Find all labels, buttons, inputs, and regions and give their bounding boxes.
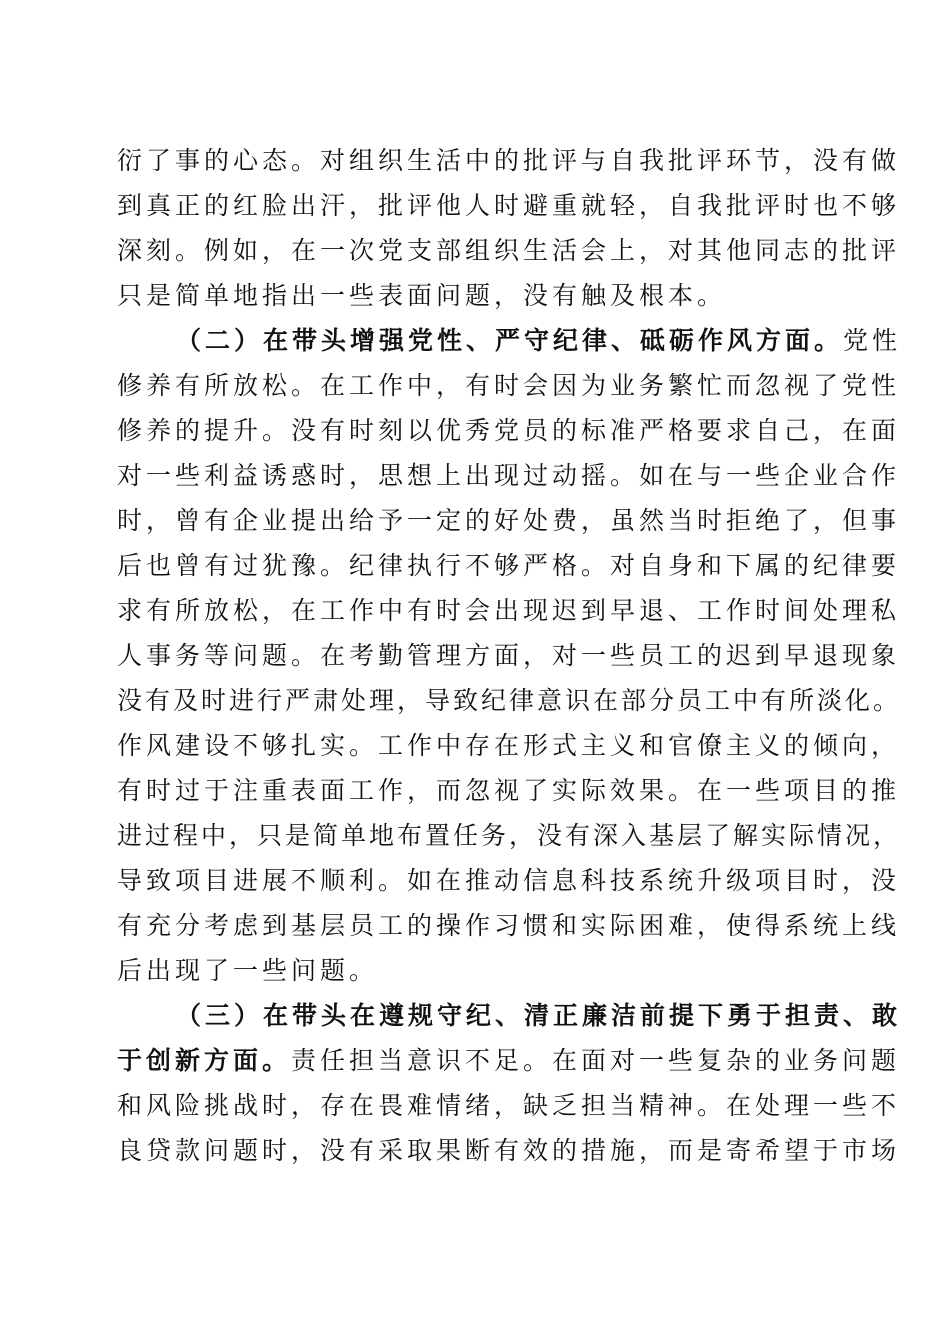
line-text: 导致项目进展不顺利。如在推动信息科技系统升级项目时，没 bbox=[117, 866, 901, 895]
section-heading-3-cont: 于创新方面。 bbox=[117, 1046, 292, 1075]
line-text: 作风建设不够扎实。工作中存在形式主义和官僚主义的倾向， bbox=[117, 731, 901, 760]
section-heading-line bbox=[176, 994, 901, 1038]
text-line bbox=[117, 769, 900, 813]
line-text: 后也曾有过犹豫。纪律执行不够严格。对自身和下属的纪律要 bbox=[117, 551, 901, 580]
text-line bbox=[117, 634, 900, 678]
line-text: 有时过于注重表面工作，而忽视了实际效果。在一些项目的推 bbox=[117, 776, 901, 805]
line-text: 对一些利益诱惑时，思想上出现过动摇。如在与一些企业合作 bbox=[117, 461, 901, 490]
section-heading-2: （二）在带头增强党性、严守纪律、砥砺作风方面。 bbox=[176, 326, 844, 355]
text-line bbox=[117, 544, 900, 588]
text-line bbox=[117, 364, 900, 408]
text-line bbox=[117, 139, 900, 183]
text-line bbox=[117, 679, 901, 723]
text-line bbox=[117, 814, 901, 858]
line-text: 进过程中，只是简单地布置任务，没有深入基层了解实际情况， bbox=[117, 821, 902, 850]
line-text: 没有及时进行严肃处理，导致纪律意识在部分员工中有所淡化。 bbox=[117, 686, 902, 715]
line-text: 修养有所放松。在工作中，有时会因为业务繁忙而忽视了党性 bbox=[117, 371, 901, 400]
line-text: 后出现了一些问题。 bbox=[117, 956, 379, 985]
text-line bbox=[117, 274, 726, 318]
line-text: 人事务等问题。在考勤管理方面，对一些员工的迟到早退现象 bbox=[117, 641, 901, 670]
line-text: 修养的提升。没有时刻以优秀党员的标准严格要求自己，在面 bbox=[117, 416, 901, 445]
section-heading-line bbox=[176, 319, 901, 363]
line-text: 到真正的红脸出汗，批评他人时避重就轻，自我批评时也不够 bbox=[117, 191, 901, 220]
text-line bbox=[117, 409, 900, 453]
text-line bbox=[117, 184, 900, 228]
line-text: 责任担当意识不足。在面对一些复杂的业务问题 bbox=[291, 1046, 901, 1075]
text-line bbox=[117, 454, 900, 498]
section-heading-line bbox=[117, 1039, 900, 1083]
line-text: 衍了事的心态。对组织生活中的批评与自我批评环节，没有做 bbox=[117, 146, 901, 175]
text-line bbox=[117, 499, 900, 543]
line-text: 和风险挑战时，存在畏难情绪，缺乏担当精神。在处理一些不 bbox=[117, 1091, 901, 1120]
text-line bbox=[117, 724, 900, 768]
text-line bbox=[117, 859, 900, 903]
text-line bbox=[117, 904, 900, 948]
section-heading-3: （三）在带头在遵规守纪、清正廉洁前提下勇于担责、敢 bbox=[176, 1001, 902, 1030]
text-line bbox=[117, 229, 900, 273]
line-text: 党性 bbox=[843, 326, 902, 355]
line-text: 只是简单地指出一些表面问题，没有触及根本。 bbox=[117, 281, 727, 310]
line-text: 时，曾有企业提出给予一定的好处费，虽然当时拒绝了，但事 bbox=[117, 506, 901, 535]
line-text: 求有所放松，在工作中有时会出现迟到早退、工作时间处理私 bbox=[117, 596, 901, 625]
text-line bbox=[117, 1129, 900, 1173]
line-text: 良贷款问题时，没有采取果断有效的措施，而是寄希望于市场 bbox=[117, 1136, 901, 1165]
line-text: 深刻。例如，在一次党支部组织生活会上，对其他同志的批评 bbox=[117, 236, 901, 265]
line-text: 有充分考虑到基层员工的操作习惯和实际困难，使得系统上线 bbox=[117, 911, 901, 940]
text-line bbox=[117, 589, 900, 633]
text-line bbox=[117, 949, 378, 993]
text-line bbox=[117, 1084, 900, 1128]
